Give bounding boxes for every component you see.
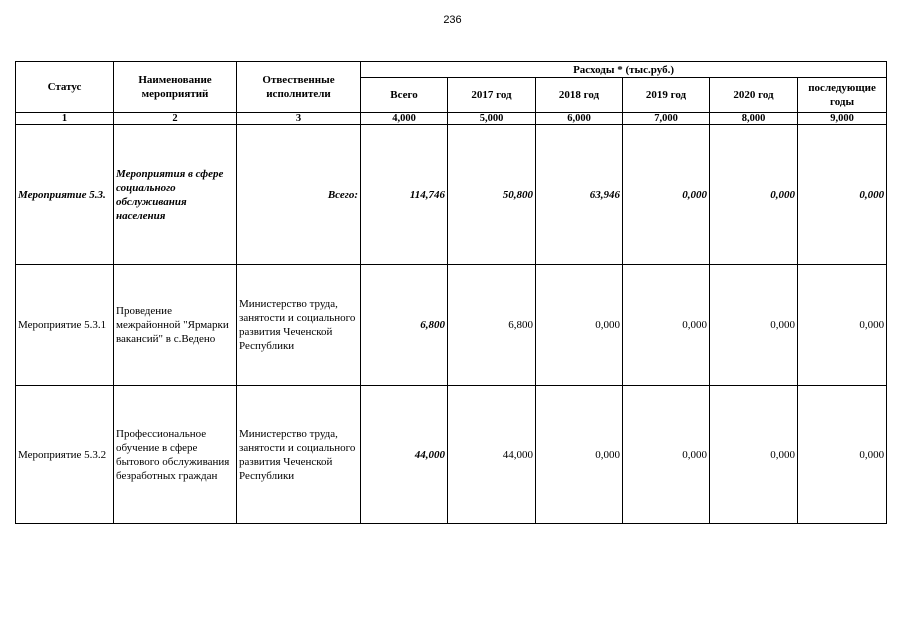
row-executor: Всего: bbox=[237, 125, 361, 265]
row-total: 114,746 bbox=[361, 125, 448, 265]
header-total: Всего bbox=[361, 78, 448, 113]
header-row-top bbox=[16, 62, 887, 78]
table-row-measure-5-3-1 bbox=[16, 265, 887, 386]
column-number: 1 bbox=[16, 113, 114, 125]
row-name: Профессиональное обучение в сфере бытового обслуживания безработных граждан bbox=[114, 386, 237, 524]
column-number: 8,000 bbox=[710, 113, 798, 125]
row-total: 44,000 bbox=[361, 386, 448, 524]
table-row-measure-5-3 bbox=[16, 125, 887, 265]
row-subsequent: 0,000 bbox=[798, 125, 887, 265]
row-executor: Министерство труда, занятости и социального развития Чеченской Республики bbox=[237, 265, 361, 386]
row-subsequent: 0,000 bbox=[798, 386, 887, 524]
budget-table bbox=[15, 61, 887, 524]
column-number: 9,000 bbox=[798, 113, 887, 125]
row-2018: 0,000 bbox=[536, 265, 623, 386]
row-2017: 6,800 bbox=[448, 265, 536, 386]
row-2020: 0,000 bbox=[710, 265, 798, 386]
row-name: Проведение межрайонной "Ярмарки вакансий" в с.Ведено bbox=[114, 265, 237, 386]
header-2018: 2018 год bbox=[536, 78, 623, 113]
row-status: Мероприятие 5.3.1 bbox=[16, 265, 114, 386]
column-number: 7,000 bbox=[623, 113, 710, 125]
row-2017: 44,000 bbox=[448, 386, 536, 524]
row-2018: 63,946 bbox=[536, 125, 623, 265]
column-number: 6,000 bbox=[536, 113, 623, 125]
row-status: Мероприятие 5.3.2 bbox=[16, 386, 114, 524]
table-row-measure-5-3-2 bbox=[16, 386, 887, 524]
column-number: 3 bbox=[237, 113, 361, 125]
column-number: 5,000 bbox=[448, 113, 536, 125]
row-2017: 50,800 bbox=[448, 125, 536, 265]
row-status: Мероприятие 5.3. bbox=[16, 125, 114, 265]
row-2018: 0,000 bbox=[536, 386, 623, 524]
row-2019: 0,000 bbox=[623, 265, 710, 386]
column-number: 2 bbox=[114, 113, 237, 125]
header-name: Наименование мероприятий bbox=[114, 62, 237, 113]
row-subsequent: 0,000 bbox=[798, 265, 887, 386]
header-status: Статус bbox=[16, 62, 114, 113]
header-executors: Отвественные исполнители bbox=[237, 62, 361, 113]
row-name: Мероприятия в сфере социального обслуживания населения bbox=[114, 125, 237, 265]
row-2020: 0,000 bbox=[710, 386, 798, 524]
column-number-row bbox=[16, 113, 887, 125]
header-expenses-group: Расходы * (тыс.руб.) bbox=[361, 62, 887, 78]
header-2017: 2017 год bbox=[448, 78, 536, 113]
header-subsequent bbox=[798, 78, 887, 113]
row-executor: Министерство труда, занятости и социального развития Чеченской Республики bbox=[237, 386, 361, 524]
column-number: 4,000 bbox=[361, 113, 448, 125]
header-subsequent-label: последующие годы bbox=[808, 82, 876, 108]
page-number: 236 bbox=[443, 14, 462, 26]
row-total: 6,800 bbox=[361, 265, 448, 386]
row-2020: 0,000 bbox=[710, 125, 798, 265]
header-2019: 2019 год bbox=[623, 78, 710, 113]
row-2019: 0,000 bbox=[623, 125, 710, 265]
row-2019: 0,000 bbox=[623, 386, 710, 524]
header-2020: 2020 год bbox=[710, 78, 798, 113]
